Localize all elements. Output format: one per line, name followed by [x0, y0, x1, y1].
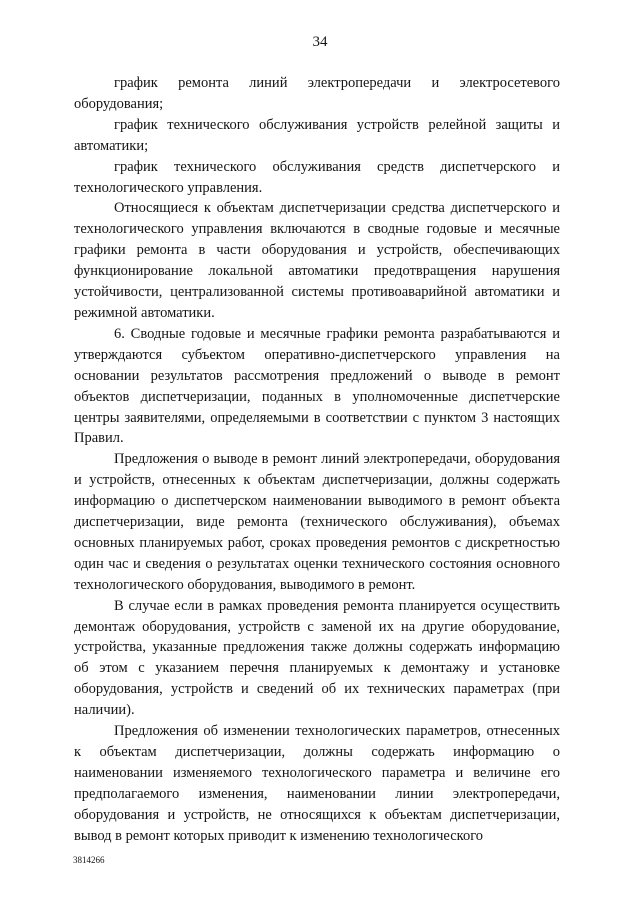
body-text [74, 73, 560, 847]
paragraph-item-6: 6. Сводные годовые и месячные графики ремонта разрабатываются и утверждаются субъектом оперативно-диспетчерского управления на основании результатов рассмотрения предложений о выводе в ремонт объектов диспетчеризации, поданных в уполномоченные диспетчерские центры заявителями, определяемыми в соответствии с пунктом 3 настоящих Правил. [74, 325, 560, 447]
paragraph-repair-proposals: Предложения о выводе в ремонт линий электропередачи, оборудования и устройств, отнесенных к объектам диспетчеризации, должны содержать информацию о диспетчерском наименовании выводимого в ремонт объекта диспетчеризации, виде ремонта (технического обслуживания), объемах основных планируемых работ, сроках проведения ремонтов с дискретностью один час и сведения о результатах оценки технического состояния основного технологического оборудования, выводимого в ремонт. [74, 451, 560, 593]
paragraph-maintenance-dispatch-control: график технического обслуживания средств диспетчерского и технологического управления. [74, 158, 560, 196]
paragraph-repair-schedule-lines: график ремонта линий электропередачи и электросетевого оборудования; [74, 75, 560, 112]
paragraph-parameter-change-proposals: Предложения об изменении технологических параметров, отнесенных к объектам диспетчеризации, должны содержать информацию о наименовании изменяемого технологического параметра и величине его предполагаемого изменения, наименовании линии электропередачи, оборудования и устройств, не относящихся к объектам диспетчеризации, вывод в ремонт которых приводит к изменению технологического [74, 723, 560, 844]
page-number: 34 [312, 34, 328, 50]
paragraph-dismantling: В случае если в рамках проведения ремонта планируется осуществить демонтаж оборудования, устройств с заменой их на другие оборудование, устройства, указанные предложения также должны содержать информацию об этом с указанием перечня планируемых к демонтажу и установке оборудования, устройств и сведений об их технических параметрах (при наличии). [74, 597, 560, 719]
paragraph-maintenance-relay-protection: график технического обслуживания устройств релейной защиты и автоматики; [74, 116, 560, 154]
document-code: 3814266 [73, 855, 105, 865]
paragraph-dispatch-control-included: Относящиеся к объектам диспетчеризации средства диспетчерского и технологического управления включаются в сводные годовые и месячные графики ремонта в части оборудования и устройств, обеспечивающих функционирование локальной автоматики предотвращения нарушения устойчивости, централизованной системы противоаварийной автоматики и режимной автоматики. [74, 200, 560, 321]
